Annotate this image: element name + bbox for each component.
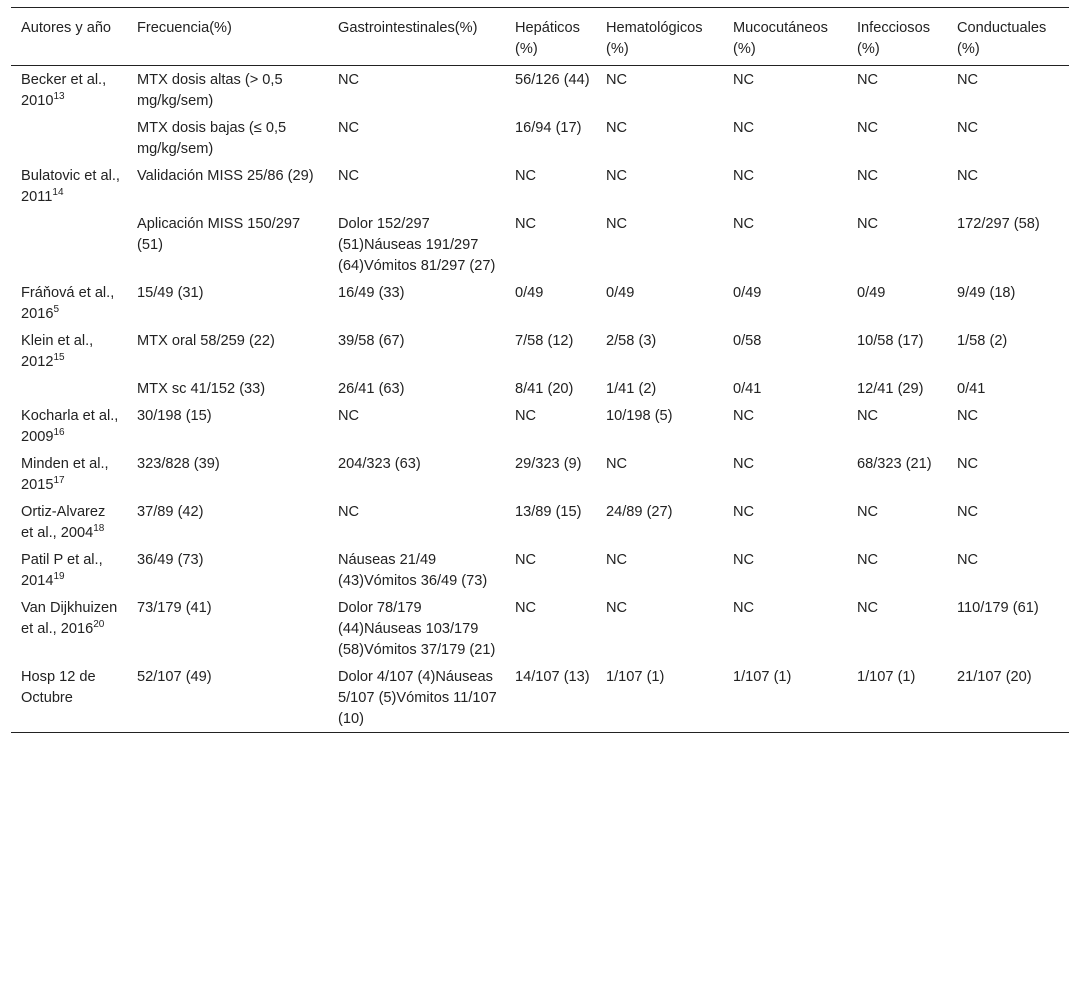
reference-superscript: 5 [53, 304, 60, 316]
frequency-cell: 37/89 (42) [137, 504, 204, 520]
behavioral-cell: NC [957, 552, 979, 568]
author-cell: Patil P et al., 2014$^{19}$ [21, 552, 103, 589]
hepatic-cell: 0/49 [515, 285, 544, 301]
gastrointestinal-cell: Náuseas 21/49 (43)Vómitos 36/49 (73) [338, 552, 488, 589]
hematologic-cell: NC [606, 120, 628, 136]
gastrointestinal-cell: NC [338, 504, 360, 520]
reference-superscript: 13 [53, 91, 65, 103]
frequency-cell: MTX dosis bajas (≤ 0,5 mg/kg/sem) [137, 120, 287, 157]
mucocutaneous-cell: NC [733, 216, 755, 232]
header-hematologic: Hematológicos (%) [606, 20, 703, 57]
gastrointestinal-cell: 204/323 (63) [338, 456, 421, 472]
author-cell [11, 210, 127, 279]
infectious-cell: NC [857, 216, 879, 232]
gastrointestinal-cell: 26/41 (63) [338, 381, 405, 397]
table-row [11, 663, 1069, 733]
infectious-cell: 68/323 (21) [857, 456, 932, 472]
table-row [11, 279, 1069, 327]
author-cell: Minden et al., 2015$^{17}$ [21, 456, 109, 493]
frequency-cell: Aplicación MISS 150/297 (51) [137, 216, 301, 253]
hepatic-cell: 16/94 (17) [515, 120, 582, 136]
behavioral-cell: 21/107 (20) [957, 669, 1032, 685]
author-cell: Bulatovic et al., 2011$^{14}$ [21, 168, 120, 205]
mucocutaneous-cell: 1/107 (1) [733, 669, 792, 685]
hepatic-cell: 56/126 (44) [515, 72, 590, 88]
infectious-cell: NC [857, 120, 879, 136]
behavioral-cell: 9/49 (18) [957, 285, 1016, 301]
frequency-cell: 52/107 (49) [137, 669, 212, 685]
hematologic-cell: 10/198 (5) [606, 408, 673, 424]
behavioral-cell: NC [957, 168, 979, 184]
frequency-cell: MTX oral 58/259 (22) [137, 333, 275, 349]
author-cell [11, 375, 127, 402]
adverse-effects-table-container [11, 7, 1069, 733]
frequency-cell: 73/179 (41) [137, 600, 212, 616]
frequency-cell: MTX sc 41/152 (33) [137, 381, 266, 397]
hematologic-cell: 0/49 [606, 285, 635, 301]
author-cell: Becker et al., 2010$^{13}$ [21, 72, 107, 109]
hepatic-cell: NC [515, 168, 537, 184]
mucocutaneous-cell: NC [733, 72, 755, 88]
frequency-cell: 30/198 (15) [137, 408, 212, 424]
hematologic-cell: 2/58 (3) [606, 333, 657, 349]
table-row [11, 546, 1069, 594]
behavioral-cell: NC [957, 456, 979, 472]
frequency-cell: 36/49 (73) [137, 552, 204, 568]
mucocutaneous-cell: 0/49 [733, 285, 762, 301]
mucocutaneous-cell: NC [733, 552, 755, 568]
behavioral-cell: NC [957, 120, 979, 136]
frequency-cell: 15/49 (31) [137, 285, 204, 301]
hematologic-cell: NC [606, 72, 628, 88]
author-cell: Van Dijkhuizen et al., 2016$^{20}$ [21, 600, 118, 637]
behavioral-cell: NC [957, 408, 979, 424]
table-row [11, 450, 1069, 498]
behavioral-cell: 172/297 (58) [957, 216, 1040, 232]
table-row [11, 66, 1069, 115]
author-cell: Klein et al., 2012$^{15}$ [21, 333, 94, 370]
table-row [11, 327, 1069, 375]
mucocutaneous-cell: NC [733, 120, 755, 136]
mucocutaneous-cell: NC [733, 168, 755, 184]
header-mucocutaneous: Mucocutáneos (%) [733, 20, 828, 57]
gastrointestinal-cell: 39/58 (67) [338, 333, 405, 349]
hematologic-cell: NC [606, 168, 628, 184]
mucocutaneous-cell: 0/41 [733, 381, 762, 397]
hepatic-cell: NC [515, 552, 537, 568]
table-row [11, 402, 1069, 450]
frequency-cell: 323/828 (39) [137, 456, 220, 472]
hepatic-cell: 13/89 (15) [515, 504, 582, 520]
hematologic-cell: NC [606, 552, 628, 568]
hepatic-cell: 14/107 (13) [515, 669, 590, 685]
gastrointestinal-cell: Dolor 4/107 (4)Náuseas 5/107 (5)Vómitos 11/107 (10) [338, 669, 497, 727]
author-cell: Hosp 12 de Octubre [21, 669, 96, 706]
hepatic-cell: NC [515, 216, 537, 232]
hepatic-cell: NC [515, 408, 537, 424]
infectious-cell: NC [857, 600, 879, 616]
table-body [11, 66, 1069, 733]
table-row [11, 210, 1069, 279]
infectious-cell: NC [857, 552, 879, 568]
behavioral-cell: 0/41 [957, 381, 986, 397]
hematologic-cell: 24/89 (27) [606, 504, 673, 520]
behavioral-cell: NC [957, 72, 979, 88]
reference-superscript: 15 [53, 352, 65, 364]
author-cell: Ortiz-Alvarez et al., 2004$^{18}$ [21, 504, 106, 541]
mucocutaneous-cell: 0/58 [733, 333, 762, 349]
reference-superscript: 18 [93, 523, 105, 535]
table-row [11, 498, 1069, 546]
infectious-cell: 0/49 [857, 285, 886, 301]
mucocutaneous-cell: NC [733, 600, 755, 616]
header-hepatic: Hepáticos (%) [515, 20, 580, 57]
table-header [11, 8, 1069, 66]
mucocutaneous-cell: NC [733, 504, 755, 520]
author-cell: Kocharla et al., 2009$^{16}$ [21, 408, 119, 445]
header-behavioral: Conductuales (%) [957, 20, 1047, 57]
author-cell [11, 114, 127, 162]
table-row [11, 594, 1069, 663]
adverse-effects-table [11, 7, 1069, 733]
infectious-cell: 12/41 (29) [857, 381, 924, 397]
reference-superscript: 17 [53, 475, 65, 487]
hepatic-cell: NC [515, 600, 537, 616]
infectious-cell: NC [857, 408, 879, 424]
reference-superscript: 16 [53, 427, 65, 439]
hematologic-cell: NC [606, 216, 628, 232]
behavioral-cell: 1/58 (2) [957, 333, 1008, 349]
header-authors: Autores y año [21, 20, 112, 36]
table-row [11, 114, 1069, 162]
hepatic-cell: 29/323 (9) [515, 456, 582, 472]
behavioral-cell: NC [957, 504, 979, 520]
header-frequency: Frecuencia(%) [137, 20, 232, 36]
infectious-cell: 10/58 (17) [857, 333, 924, 349]
infectious-cell: NC [857, 168, 879, 184]
table-row [11, 375, 1069, 402]
gastrointestinal-cell: NC [338, 72, 360, 88]
frequency-cell: MTX dosis altas (> 0,5 mg/kg/sem) [137, 72, 283, 109]
mucocutaneous-cell: NC [733, 456, 755, 472]
table-row [11, 162, 1069, 210]
reference-superscript: 19 [53, 571, 65, 583]
infectious-cell: NC [857, 72, 879, 88]
hematologic-cell: NC [606, 600, 628, 616]
infectious-cell: 1/107 (1) [857, 669, 916, 685]
reference-superscript: 20 [93, 619, 105, 631]
infectious-cell: NC [857, 504, 879, 520]
gastrointestinal-cell: Dolor 78/179 (44)Náuseas 103/179 (58)Vómitos 37/179 (21) [338, 600, 496, 658]
author-cell: Fráňová et al., 2016$^5$ [21, 285, 115, 322]
reference-superscript: 14 [52, 187, 64, 199]
hepatic-cell: 7/58 (12) [515, 333, 574, 349]
behavioral-cell: 110/179 (61) [957, 600, 1039, 616]
hematologic-cell: 1/107 (1) [606, 669, 665, 685]
frequency-cell: Validación MISS 25/86 (29) [137, 168, 314, 184]
gastrointestinal-cell: 16/49 (33) [338, 285, 405, 301]
gastrointestinal-cell: NC [338, 168, 360, 184]
gastrointestinal-cell: NC [338, 408, 360, 424]
header-infectious: Infecciosos (%) [857, 20, 931, 57]
mucocutaneous-cell: NC [733, 408, 755, 424]
gastrointestinal-cell: NC [338, 120, 360, 136]
hematologic-cell: 1/41 (2) [606, 381, 657, 397]
header-gastrointestinal: Gastrointestinales(%) [338, 20, 478, 36]
hepatic-cell: 8/41 (20) [515, 381, 574, 397]
gastrointestinal-cell: Dolor 152/297 (51)Náuseas 191/297 (64)Vómitos 81/297 (27) [338, 216, 496, 274]
hematologic-cell: NC [606, 456, 628, 472]
header-row [11, 8, 1069, 66]
